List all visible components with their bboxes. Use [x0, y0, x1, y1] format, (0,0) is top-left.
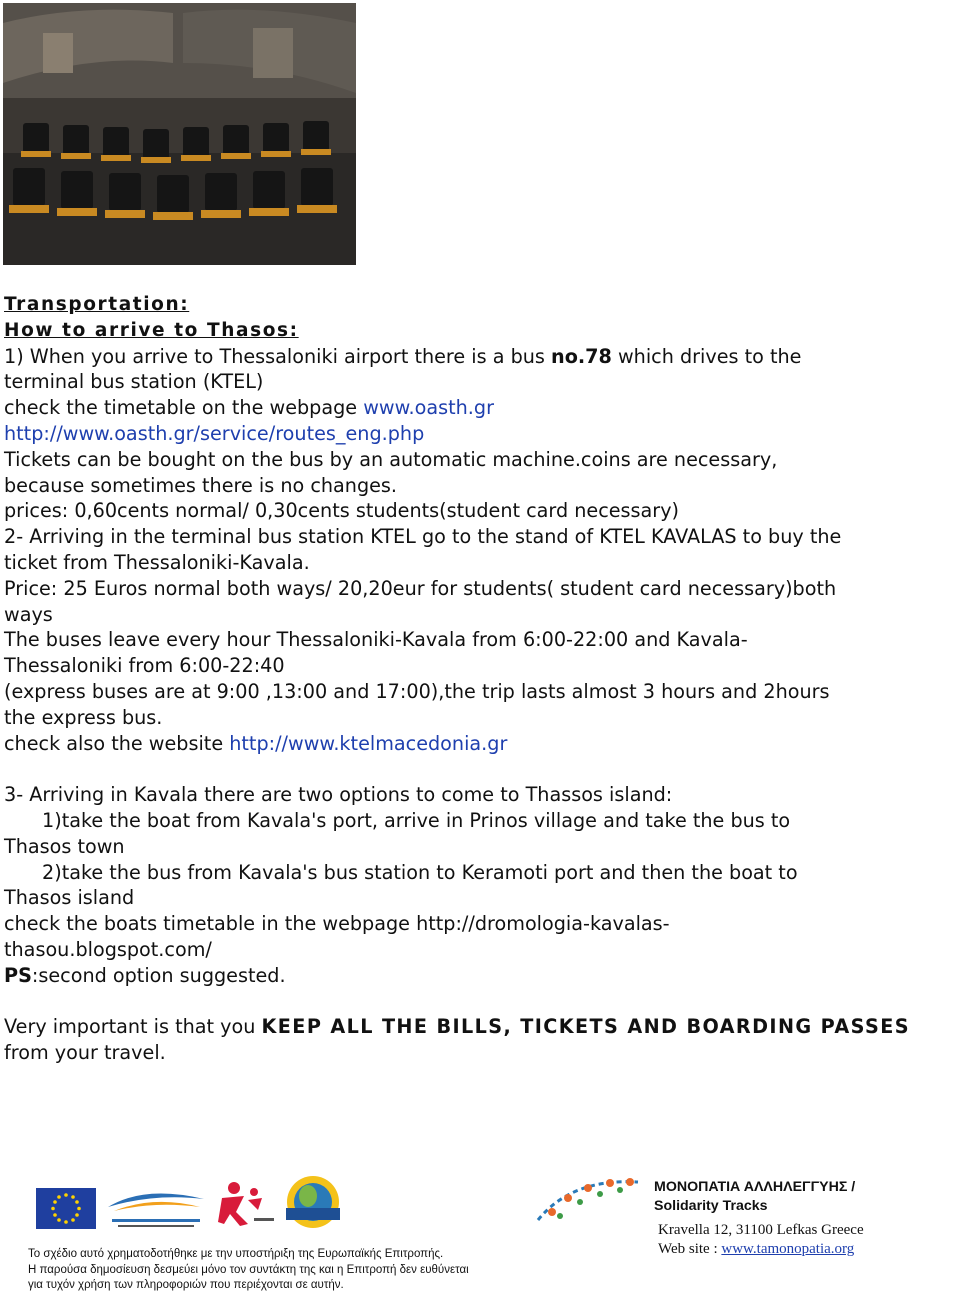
heading-how-to-arrive: How to arrive to Thasos:: [4, 319, 299, 341]
option2-line1: 2)take the bus from Kavala's bus station to Keramoti port and then the boat to: [42, 860, 798, 884]
org-name-english: Solidarity Tracks: [654, 1198, 768, 1214]
ps-text: :second option suggested.: [31, 963, 286, 987]
step2-line5: The buses leave every hour Thessaloniki-Kavala from 6:00-22:00 and Kavala-: [4, 628, 748, 652]
step2-line8: the express bus.: [4, 705, 163, 729]
organization-name: [654, 1178, 954, 1216]
step1-line5: Tickets can be bought on the bus by an automatic machine.coins are necessary,: [4, 447, 778, 471]
option1-line2: Thasos town: [4, 834, 125, 858]
step1-line6: because sometimes there is no changes.: [4, 473, 398, 497]
step1-text-end: which drives to the: [611, 344, 802, 368]
step2-line6: Thessaloniki from 6:00-22:40: [4, 654, 285, 678]
youth-logo: [214, 1178, 278, 1232]
ktel-link[interactable]: http://www.ktelmacedonia.gr: [229, 731, 508, 755]
neolaia-logo: [280, 1172, 346, 1234]
step1-line2: terminal bus station (KTEL): [4, 370, 264, 394]
step2-line1: 2- Arriving in the terminal bus station KTEL go to the stand of KTEL KAVALAS to buy the: [4, 525, 842, 549]
step2-website-text: check also the website: [4, 731, 230, 755]
step1-line7: prices: 0,60cents normal/ 0,30cents students(student card necessary): [4, 499, 680, 523]
step2-line3: Price: 25 Euros normal both ways/ 20,20eur for students( student card necessary)both: [4, 576, 837, 600]
step1-line3: [4, 395, 958, 421]
bus-number: no.78: [551, 344, 612, 368]
important-emphasis: KEEP ALL THE BILLS, TICKETS AND BOARDING PASSES: [261, 1015, 910, 1039]
spacer: [4, 756, 958, 782]
step1-text: 1) When you arrive to Thessaloniki airport there is a bus: [4, 344, 552, 368]
org-website-line: [658, 1240, 958, 1259]
step1-line1: [4, 344, 958, 370]
disclaimer-line: Η παρούσα δημοσίευση δεσμεύει μόνο τον συντάκτη της και η Επιτροπή δεν ευθύνεται: [28, 1263, 469, 1276]
organization-contact: [658, 1221, 958, 1259]
disclaimer-line: για τυχόν χρήση των πληροφοριών που περιέχονται σε αυτήν.: [28, 1279, 344, 1292]
footer: [0, 1160, 960, 1295]
heading-transportation: Transportation:: [4, 294, 190, 315]
document-body: [4, 292, 958, 1066]
oasth-link[interactable]: www.oasth.gr: [363, 396, 494, 420]
org-name-greek: ΜΟΝΟΠΑΤΙΑ ΑΛΛΗΛΕΓΓΥΗΣ /: [654, 1179, 856, 1195]
important-line: [4, 1014, 958, 1040]
boats-line1: check the boats timetable in the webpage http://dromologia-kavalas-: [4, 912, 670, 936]
website-label: Web site :: [658, 1241, 722, 1257]
important-line2: from your travel.: [4, 1041, 166, 1065]
step2-line7: (express buses are at 9:00 ,13:00 and 17:00),the trip lasts almost 3 hours and 2hours: [4, 679, 830, 703]
option2-line2: Thasos island: [4, 886, 135, 910]
eu-disclaimer: [28, 1247, 548, 1294]
step1-timetable-text: check the timetable on the webpage: [4, 396, 364, 420]
education-culture-logo: [104, 1185, 208, 1231]
ps-line: [4, 963, 958, 989]
website-link[interactable]: www.tamonopatia.org: [721, 1241, 855, 1257]
solidarity-tracks-logo: [532, 1172, 644, 1234]
org-address: Kravella 12, 31100 Lefkas Greece: [658, 1222, 864, 1238]
step2-line2: ticket from Thessaloniki-Kavala.: [4, 550, 310, 574]
step2-line4: ways: [4, 602, 53, 626]
important-text: Very important is that you: [4, 1015, 262, 1039]
spacer: [4, 989, 958, 1015]
oasth-routes-link[interactable]: http://www.oasth.gr/service/routes_eng.php: [4, 421, 425, 445]
step2-line9: [4, 731, 958, 757]
option1-line1: 1)take the boat from Kavala's port, arrive in Prinos village and take the bus to: [42, 808, 791, 832]
eu-flag-icon: [36, 1188, 96, 1229]
step3-line1: 3- Arriving in Kavala there are two options to come to Thassos island:: [4, 783, 673, 807]
conference-room-photo: [3, 3, 356, 265]
boats-line2: thasou.blogspot.com/: [4, 937, 212, 961]
disclaimer-line: Το σχέδιο αυτό χρηματοδοτήθηκε με την υποστήριξη της Ευρωπαϊκής Επιτροπής.: [28, 1248, 444, 1260]
ps-label: PS: [4, 963, 32, 987]
